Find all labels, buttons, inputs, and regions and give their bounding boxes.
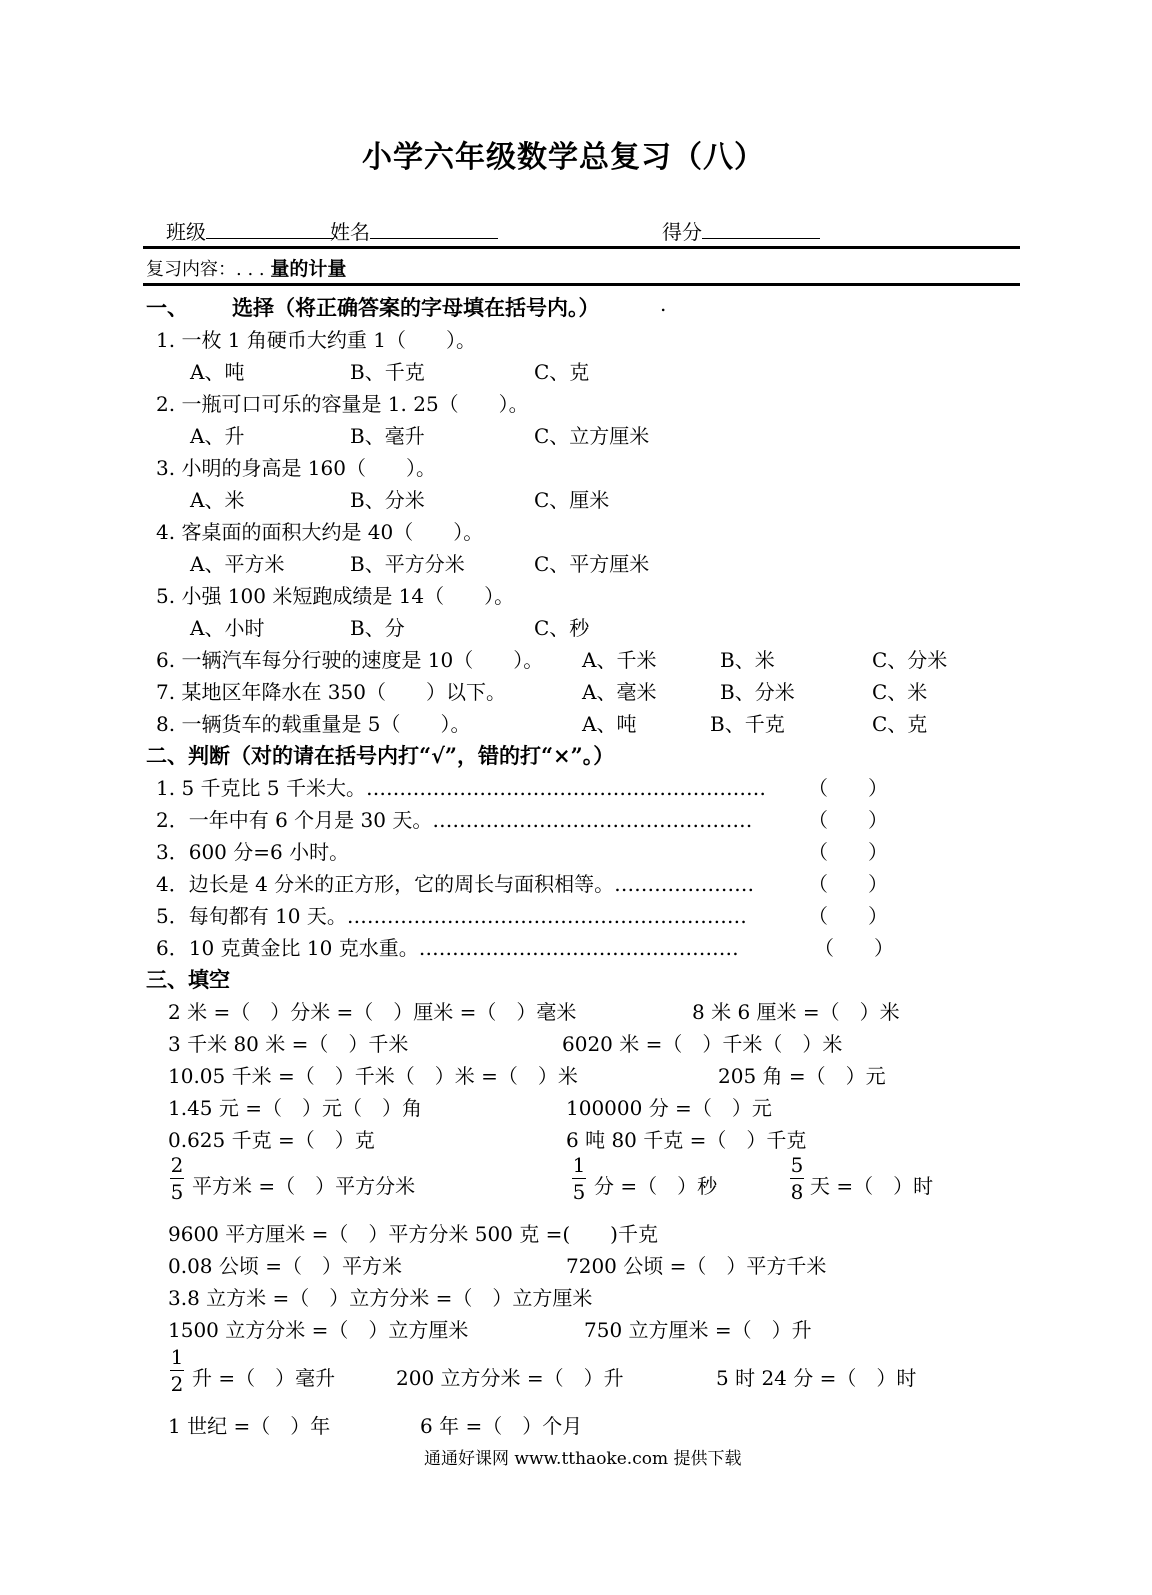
judge-4-answer[interactable]: （ ） — [808, 872, 888, 896]
q1-option-a[interactable]: A、吨 — [190, 360, 245, 384]
fill-2a[interactable]: 3 千米 80 米 =（ ）千米 — [168, 1032, 409, 1056]
q5-option-a[interactable]: A、小时 — [190, 616, 265, 640]
judge-3-answer[interactable]: （ ） — [808, 840, 888, 864]
q6-option-a[interactable]: A、千米 — [582, 648, 657, 672]
header-rule-bottom — [143, 283, 1020, 286]
judge-3: 3．600 分=6 小时。 — [156, 840, 350, 864]
q6-option-c[interactable]: C、分米 — [872, 648, 948, 672]
judge-2-answer[interactable]: （ ） — [808, 808, 888, 832]
question-6: 6. 一辆汽车每分行驶的速度是 10（ ）。 — [156, 648, 544, 672]
q7-option-c[interactable]: C、米 — [872, 680, 928, 704]
section1-heading: 选择（将正确答案的字母填在括号内。） — [232, 295, 600, 320]
q3-option-a[interactable]: A、米 — [190, 488, 245, 512]
fill-1b[interactable]: 8 米 6 厘米 =（ ）米 — [692, 1000, 900, 1024]
q8-option-b[interactable]: B、千克 — [710, 712, 785, 736]
section3-heading: 三、填空 — [146, 967, 230, 992]
question-4: 4. 客桌面的面积大约是 40（ ）。 — [156, 520, 484, 544]
judge-1: 1. 5 千克比 5 千米大。…………………………………………………… — [156, 776, 766, 800]
q5-option-b[interactable]: B、分 — [350, 616, 405, 640]
q1-option-c[interactable]: C、克 — [534, 360, 590, 384]
fill-3b[interactable]: 205 角 =（ ）元 — [718, 1064, 886, 1088]
name-field[interactable] — [330, 216, 498, 245]
fill-4a[interactable]: 1.45 元 =（ ）元（ ）角 — [168, 1096, 423, 1120]
fraction-1-2: 1 2 — [170, 1345, 184, 1396]
q3-option-b[interactable]: B、分米 — [350, 488, 425, 512]
class-blank[interactable] — [206, 220, 334, 239]
q2-option-c[interactable]: C、立方厘米 — [534, 424, 650, 448]
judge-5-answer[interactable]: （ ） — [808, 904, 888, 928]
score-field[interactable] — [662, 216, 820, 245]
judge-4: 4．边长是 4 分米的正方形，它的周长与面积相等。………………… — [156, 872, 755, 896]
fill-11a[interactable]: 升 =（ ）毫升 — [192, 1366, 336, 1390]
q5-option-c[interactable]: C、秒 — [534, 616, 590, 640]
q2-option-b[interactable]: B、毫升 — [350, 424, 425, 448]
q8-option-c[interactable]: C、克 — [872, 712, 928, 736]
fill-4b[interactable]: 100000 分 =（ ）元 — [566, 1096, 772, 1120]
footer-credit: 通通好课网 www.tthaoke.com 提供下载 — [424, 1449, 742, 1469]
q1-option-b[interactable]: B、千克 — [350, 360, 425, 384]
fraction-2-5: 2 5 — [170, 1153, 184, 1204]
score-blank[interactable] — [702, 220, 820, 239]
q7-option-b[interactable]: B、分米 — [720, 680, 795, 704]
fill-8b[interactable]: 7200 公顷 =（ ）平方千米 — [566, 1254, 827, 1278]
fill-3a[interactable]: 10.05 千米 =（ ）千米（ ）米 =（ ）米 — [168, 1064, 578, 1088]
review-line: 复习内容：. . . 量的计量 — [146, 258, 347, 280]
class-field[interactable] — [166, 216, 334, 245]
question-5: 5. 小强 100 米短跑成绩是 14（ ）。 — [156, 584, 515, 608]
section1-number: 一、 — [146, 295, 188, 320]
q4-option-a[interactable]: A、平方米 — [190, 552, 285, 576]
fill-12b[interactable]: 6 年 =（ ）个月 — [420, 1414, 583, 1438]
fill-11b[interactable]: 200 立方分米 =（ ）升 — [396, 1366, 624, 1390]
fill-2b[interactable]: 6020 米 =（ ）千米（ ）米 — [562, 1032, 843, 1056]
q6-option-b[interactable]: B、米 — [720, 648, 775, 672]
fill-8a[interactable]: 0.08 公顷 =（ ）平方米 — [168, 1254, 403, 1278]
fill-5b[interactable]: 6 吨 80 千克 =（ ）千克 — [566, 1128, 807, 1152]
score-label: 得分 — [662, 220, 702, 244]
fill-6b[interactable]: 分 =（ ）秒 — [594, 1174, 718, 1198]
q4-option-b[interactable]: B、平方分米 — [350, 552, 465, 576]
judge-6: 6．10 克黄金比 10 克水重。………………………………………… — [156, 936, 739, 960]
fill-10a[interactable]: 1500 立方分米 =（ ）立方厘米 — [168, 1318, 469, 1342]
question-1: 1. 一枚 1 角硬币大约重 1（ ）。 — [156, 328, 476, 352]
class-label: 班级 — [166, 220, 206, 244]
name-label: 姓名 — [330, 220, 370, 244]
fill-5a[interactable]: 0.625 千克 =（ ）克 — [168, 1128, 375, 1152]
fill-7a[interactable]: 9600 平方厘米 =（ ）平方分米 500 克 =( )千克 — [168, 1222, 658, 1246]
q7-option-a[interactable]: A、毫米 — [582, 680, 657, 704]
fill-12a[interactable]: 1 世纪 =（ ）年 — [168, 1414, 331, 1438]
header-rule-top — [143, 246, 1020, 249]
fill-1a[interactable]: 2 米 =（ ）分米 =（ ）厘米 =（ ）毫米 — [168, 1000, 577, 1024]
question-7: 7. 某地区年降水在 350（ ）以下。 — [156, 680, 506, 704]
question-3: 3. 小明的身高是 160（ ）。 — [156, 456, 436, 480]
page-title: 小学六年级数学总复习（八） — [362, 140, 765, 175]
fill-9a[interactable]: 3.8 立方米 =（ ）立方分米 =（ ）立方厘米 — [168, 1286, 593, 1310]
judge-2: 2．一年中有 6 个月是 30 天。………………………………………… — [156, 808, 753, 832]
fraction-1-5: 1 5 — [572, 1153, 586, 1204]
q3-option-c[interactable]: C、厘米 — [534, 488, 610, 512]
fill-6c[interactable]: 天 =（ ）时 — [810, 1174, 934, 1198]
q4-option-c[interactable]: C、平方厘米 — [534, 552, 650, 576]
question-2: 2. 一瓶可口可乐的容量是 1. 25（ ）。 — [156, 392, 529, 416]
judge-6-answer[interactable]: （ ） — [814, 936, 894, 960]
fill-10b[interactable]: 750 立方厘米 =（ ）升 — [584, 1318, 812, 1342]
q2-option-a[interactable]: A、升 — [190, 424, 245, 448]
judge-1-answer[interactable]: （ ） — [808, 776, 888, 800]
q8-option-a[interactable]: A、吨 — [582, 712, 637, 736]
fill-6a[interactable]: 平方米 =（ ）平方分米 — [192, 1174, 416, 1198]
fraction-5-8: 5 8 — [790, 1153, 804, 1204]
section2-heading: 二、判断（对的请在括号内打“√”，错的打“×”。） — [146, 743, 615, 768]
name-blank[interactable] — [370, 220, 498, 239]
fill-11c[interactable]: 5 时 24 分 =（ ）时 — [716, 1366, 917, 1390]
review-content: 量的计量 — [270, 258, 347, 280]
question-8: 8. 一辆货车的载重量是 5（ ）。 — [156, 712, 471, 736]
judge-5: 5．每旬都有 10 天。…………………………………………………… — [156, 904, 747, 928]
